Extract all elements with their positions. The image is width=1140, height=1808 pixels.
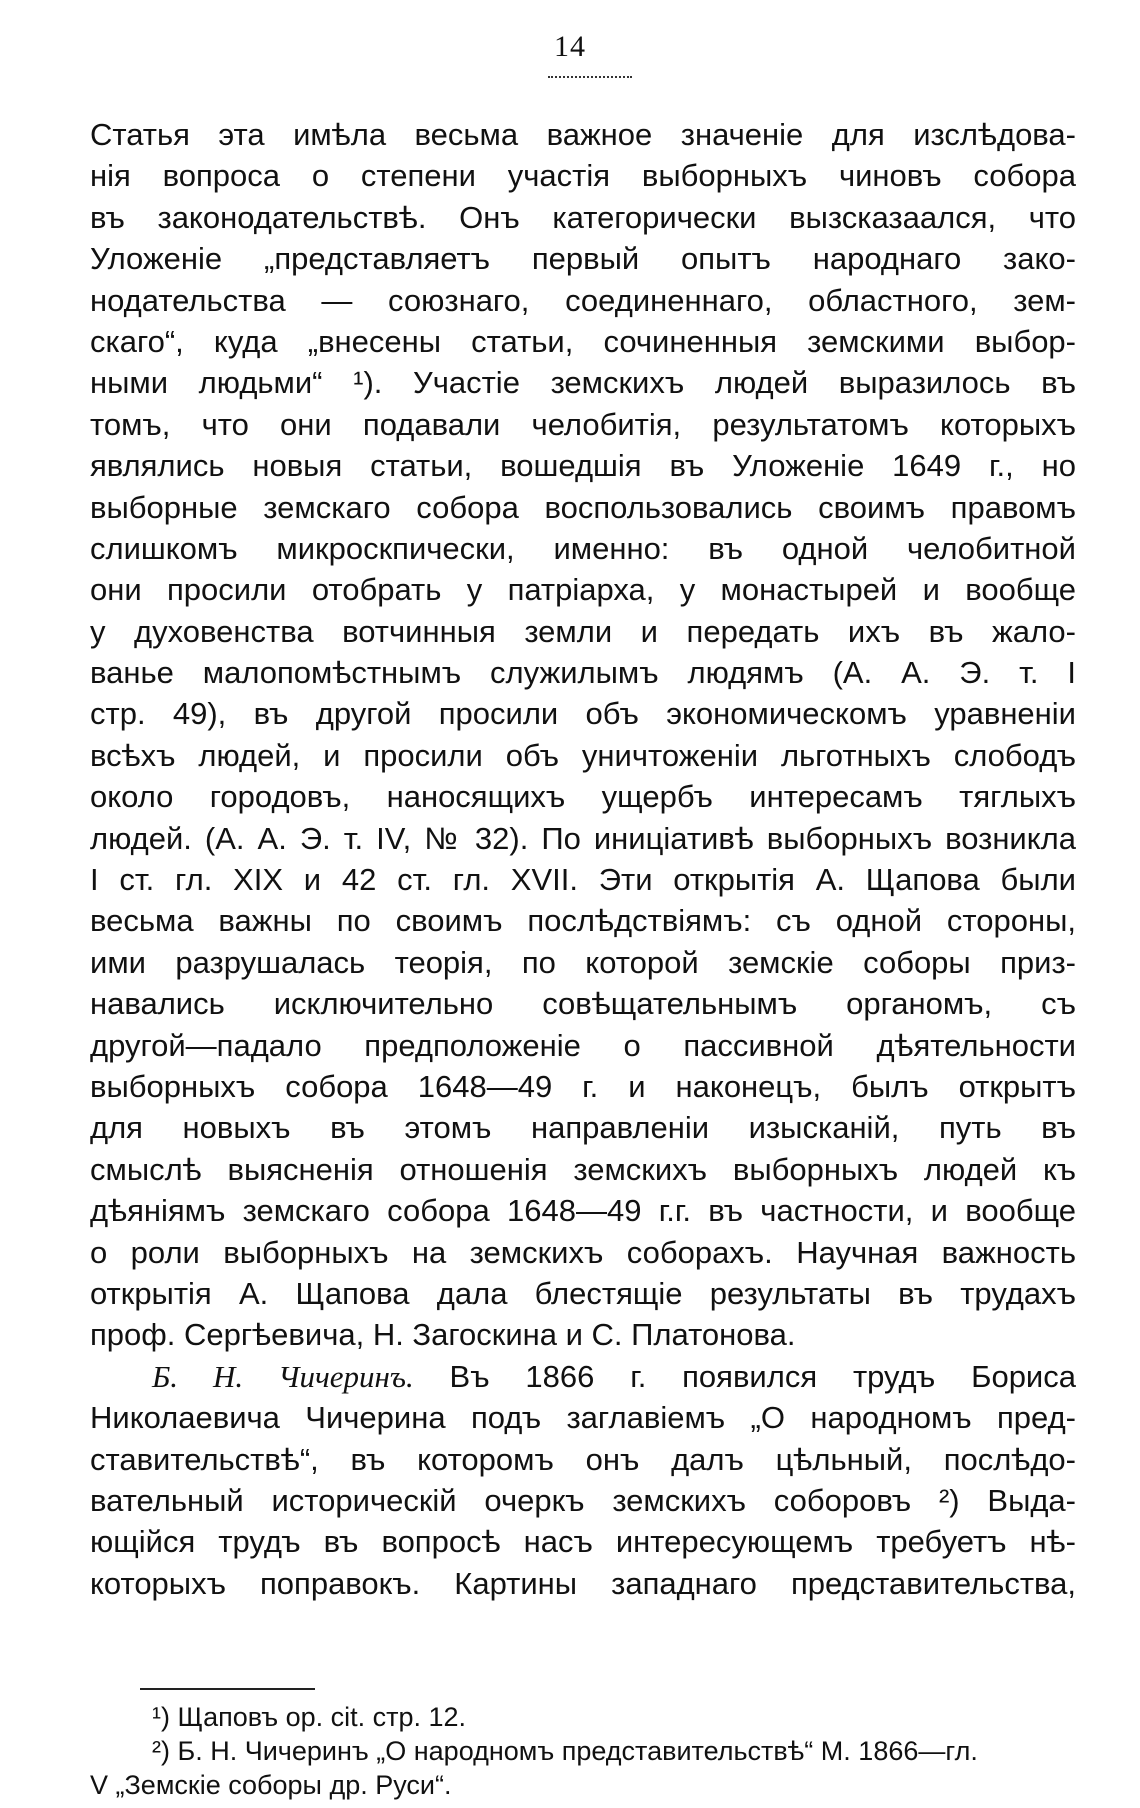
text-line: ими разрушалась теорiя, по которой земскiе соборы приз- [90,944,1076,980]
section-first-line-text: Въ 1866 г. появился трудъ Бориса [413,1358,1076,1394]
text-line: стр. 49), въ другой просили объ экономическомъ уравненiи [90,696,1076,732]
text-line: проф. Сергѣевича, Н. Загоскина и С. Платонова. [90,1317,796,1353]
text-line: всѣхъ людей, и просили объ уничтоженiи льготныхъ слободъ [90,737,1076,773]
text-line: ставительствѣ“, въ которомъ онъ далъ цѣльный, послѣдо- [90,1441,1076,1477]
footnote-2-continued: V „Земскiе соборы др. Руси“. [90,1770,452,1800]
section-first-line [90,1356,1076,1397]
text-line: скаго“, куда „внесены статьи, сочиненныя земскими выбор- [90,323,1076,359]
text-line: являлись новыя статьи, вошедшiя въ Уложенiе 1649 г., но [90,448,1076,484]
text-line: нiя вопроса о степени участiя выборныхъ чиновъ собора [90,158,1076,194]
text-line: для новыхъ въ этомъ направленiи изысканiй, путь въ [90,1110,1076,1146]
text-line: нодательства — союзнаго, соединеннаго, областного, зем- [90,282,1076,318]
section-heading: Б. Н. Чичеринъ. [152,1358,414,1394]
footnotes [90,1700,1076,1802]
text-line: у духовенства вотчинныя земли и передать ихъ въ жало- [90,613,1076,649]
text-line: они просили отобрать у патрiарха, у монастырей и вообще [90,572,1076,608]
text-line: ными людьми“ ¹). Участiе земскихъ людей выразилось въ [90,365,1076,401]
text-line: Статья эта имѣла весьма важное значенiе для изслѣдова- [90,117,1076,152]
text-line: выборные земскаго собора воспользовались своимъ правомъ [90,489,1076,525]
page-number-underline [548,76,632,78]
text-line: около городовъ, наносящихъ ущербъ интересамъ тяглыхъ [90,779,1076,815]
text-line: Уложенiе „представляетъ первый опытъ народнаго зако- [90,241,1076,277]
text-line: другой—падало предположенiе о пассивной дѣятельности [90,1027,1076,1063]
text-line: о роли выборныхъ на земскихъ соборахъ. Научная важность [90,1234,1076,1270]
text-line: смыслѣ выясненiя отношенiя земскихъ выборныхъ людей къ [90,1151,1076,1187]
text-line: Николаевича Чичерина подъ заглавiемъ „О народномъ пред- [90,1400,1076,1436]
text-line: ющiйся трудъ въ вопросѣ насъ интересующемъ требуетъ нѣ- [90,1524,1076,1560]
text-line: навались исключительно совѣщательнымъ органомъ, съ [90,986,1076,1022]
text-line: которыхъ поправокъ. Картины западнаго представительства, [90,1565,1076,1601]
text-line: слишкомъ микроскпически, именно: въ одной челобитной [90,530,1076,566]
footnote-separator [140,1688,315,1690]
text-line: весьма важны по своимъ послѣдствiямъ: съ одной стороны, [90,903,1076,939]
text-line: вательный историческiй очеркъ земскихъ соборовъ ²) Выда- [90,1482,1076,1518]
page-number: 14 [554,30,586,63]
text-line: томъ, что они подавали челобитiя, результатомъ которыхъ [90,406,1076,442]
footnote-1: ¹) Щаповъ op. cit. стр. 12. [152,1702,467,1732]
text-line: людей. (А. А. Э. т. IV, № 32). По иницiативѣ выборныхъ возникла [90,820,1076,856]
footnote-2: ²) Б. Н. Чичеринъ „О народномъ представительствѣ“ М. 1866—гл. [152,1736,978,1766]
text-line: выборныхъ собора 1648—49 г. и наконецъ, былъ открытъ [90,1068,1076,1104]
text-line: въ законодательствѣ. Онъ категорически вызсказаался, что [90,199,1076,235]
text-line: открытiя А. Щапова дала блестящiе результаты въ трудахъ [90,1275,1076,1311]
main-text [90,114,1076,1604]
text-line: ванье малопомѣстнымъ служилымъ людямъ (А. А. Э. т. I [90,655,1076,691]
text-line: I ст. гл. XIX и 42 ст. гл. XVII. Эти открытiя А. Щапова были [90,862,1076,898]
text-line: дѣянiямъ земскаго собора 1648—49 г.г. въ частности, и вообще [90,1193,1076,1229]
